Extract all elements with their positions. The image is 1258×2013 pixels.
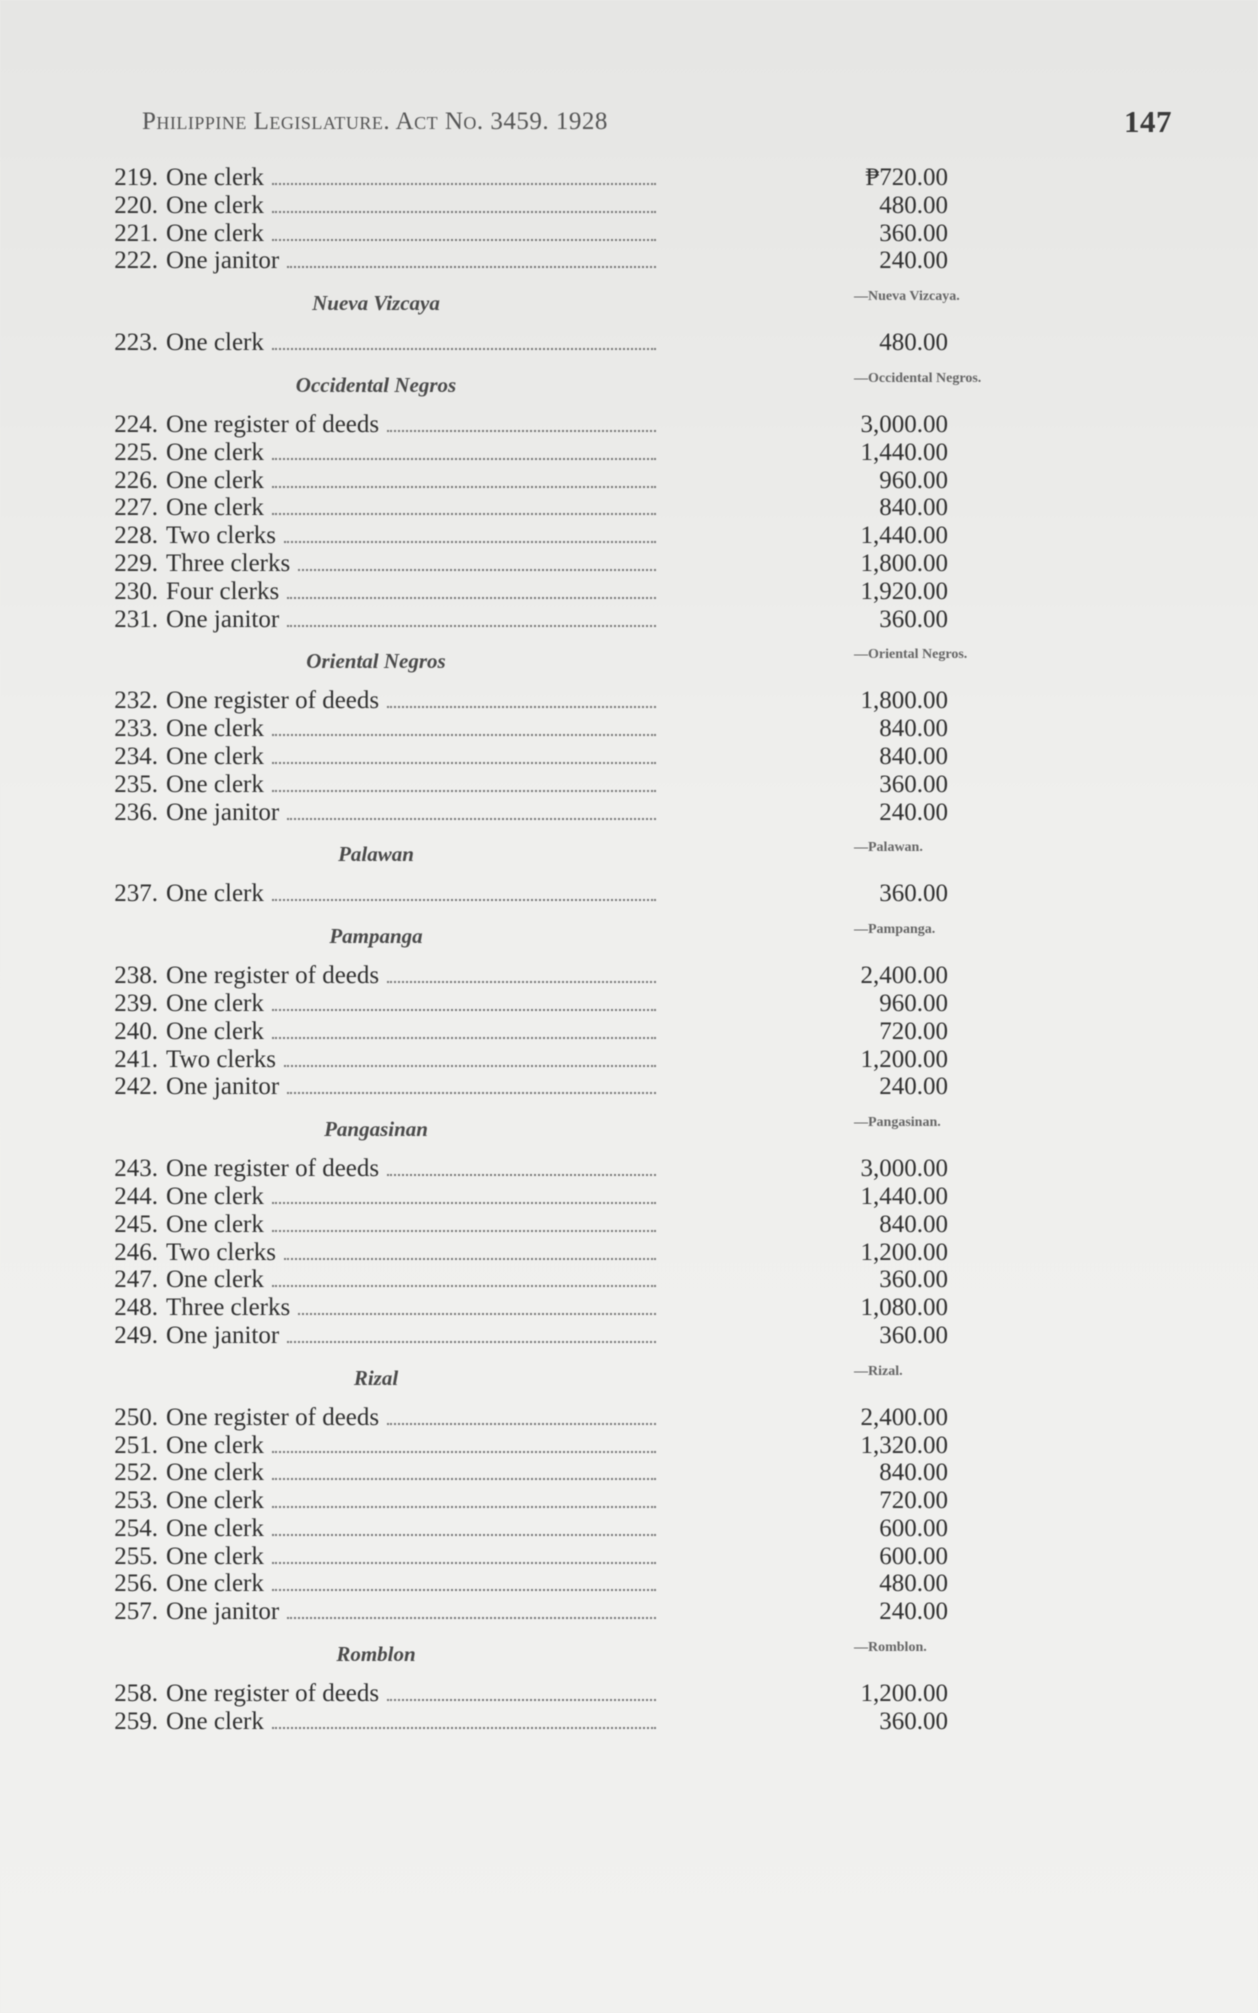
leader-dots <box>272 513 656 515</box>
item-number: 246. <box>114 1238 158 1266</box>
item-description: One clerk <box>166 770 264 798</box>
item-number: 221. <box>114 219 158 247</box>
page-number: 147 <box>1124 104 1172 139</box>
item-number: 245. <box>114 1210 158 1238</box>
leader-dots <box>287 625 656 627</box>
section-1 <box>96 289 1096 357</box>
item-number: 244. <box>114 1182 158 1210</box>
table-row <box>96 494 1096 522</box>
leader-dots <box>272 1230 656 1232</box>
table-row <box>96 1155 1096 1183</box>
table-row <box>96 1570 1096 1598</box>
item-number: 242. <box>114 1073 158 1101</box>
item-description: Two clerks <box>166 1238 277 1266</box>
item-amount: 480.00 <box>879 1570 948 1598</box>
item-amount: 240.00 <box>879 1598 948 1626</box>
item-description: One clerk <box>166 438 264 466</box>
item-amount: 360.00 <box>879 1266 948 1294</box>
section-4 <box>96 840 1096 908</box>
item-description: Three clerks <box>166 549 291 577</box>
item-amount: 360.00 <box>879 219 948 247</box>
leader-dots <box>272 239 656 241</box>
item-number: 253. <box>114 1487 158 1515</box>
table-row <box>96 1322 1096 1350</box>
item-description: One clerk <box>166 466 264 494</box>
table-row <box>96 1266 1096 1294</box>
leader-dots <box>287 597 656 599</box>
item-number: 247. <box>114 1266 158 1294</box>
section-heading <box>96 1115 1096 1143</box>
item-description: One janitor <box>166 1073 280 1101</box>
item-amount: 840.00 <box>879 494 948 522</box>
item-number: 258. <box>114 1680 158 1708</box>
section-heading <box>96 922 1096 950</box>
section-title: Nueva Vizcaya <box>312 291 440 316</box>
item-amount: 1,440.00 <box>860 1182 948 1210</box>
item-description: One clerk <box>166 880 264 908</box>
item-number: 248. <box>114 1294 158 1322</box>
item-amount: 1,800.00 <box>860 687 948 715</box>
section-5 <box>96 922 1096 1101</box>
item-description: One register of deeds <box>166 410 380 438</box>
item-number: 234. <box>114 742 158 770</box>
item-number: 224. <box>114 410 158 438</box>
item-description: One clerk <box>166 1182 264 1210</box>
item-number: 220. <box>114 191 158 219</box>
leader-dots <box>272 1037 656 1039</box>
margin-note: —Romblon. <box>854 1640 927 1656</box>
item-description: One clerk <box>166 989 264 1017</box>
table-row <box>96 1708 1096 1736</box>
leader-dots <box>272 1562 656 1564</box>
table-row <box>96 220 1096 248</box>
section-title: Rizal <box>353 1365 399 1390</box>
table-row <box>96 743 1096 771</box>
leader-dots <box>287 266 656 268</box>
item-description: Four clerks <box>166 577 280 605</box>
item-amount: 360.00 <box>879 1321 948 1349</box>
item-amount: 840.00 <box>879 1210 948 1238</box>
item-description: One janitor <box>166 247 280 275</box>
table-row <box>96 1404 1096 1432</box>
item-amount: 720.00 <box>879 1487 948 1515</box>
leader-dots <box>272 1285 656 1287</box>
margin-note: —Rizal. <box>854 1363 903 1379</box>
item-amount: 1,800.00 <box>860 549 948 577</box>
leader-dots <box>272 899 656 901</box>
item-number: 251. <box>114 1431 158 1459</box>
table-row <box>96 962 1096 990</box>
table-row <box>96 164 1096 192</box>
table-row <box>96 715 1096 743</box>
item-amount: 1,920.00 <box>860 577 948 605</box>
leader-dots <box>272 486 656 488</box>
item-amount: 360.00 <box>879 605 948 633</box>
section-title: Occidental Negros <box>295 372 457 397</box>
item-number: 233. <box>114 715 158 743</box>
leader-dots <box>272 762 656 764</box>
item-description: One clerk <box>166 329 264 357</box>
table-row <box>96 880 1096 908</box>
item-amount: 2,400.00 <box>860 1403 948 1431</box>
item-number: 241. <box>114 1045 158 1073</box>
item-amount: 840.00 <box>879 715 948 743</box>
running-title: Philippine Legislature. Act No. 3459. 1928 <box>142 108 608 135</box>
item-amount: 1,200.00 <box>860 1238 948 1266</box>
item-number: 259. <box>114 1707 158 1735</box>
table-row <box>96 411 1096 439</box>
item-amount: 1,200.00 <box>860 1045 948 1073</box>
item-description: One register of deeds <box>166 1680 380 1708</box>
leader-dots <box>287 818 656 820</box>
table-row <box>96 771 1096 799</box>
table-row <box>96 1073 1096 1101</box>
item-amount: ₱720.00 <box>865 164 948 191</box>
table-row <box>96 1294 1096 1322</box>
section-heading <box>96 647 1096 675</box>
table-row <box>96 1515 1096 1543</box>
table-row <box>96 799 1096 827</box>
item-number: 237. <box>114 880 158 908</box>
item-number: 250. <box>114 1403 158 1431</box>
item-description: One clerk <box>166 715 264 743</box>
item-amount: 240.00 <box>879 1073 948 1101</box>
leader-dots <box>272 1506 656 1508</box>
section-8 <box>96 1640 1096 1736</box>
item-amount: 960.00 <box>879 989 948 1017</box>
table-row <box>96 1211 1096 1239</box>
item-number: 236. <box>114 798 158 826</box>
item-number: 227. <box>114 494 158 522</box>
item-amount: 840.00 <box>879 742 948 770</box>
table-row <box>96 247 1096 275</box>
item-description: One clerk <box>166 1459 264 1487</box>
leader-dots <box>387 981 656 983</box>
item-description: One register of deeds <box>166 1403 380 1431</box>
item-description: One janitor <box>166 605 280 633</box>
leader-dots <box>272 458 656 460</box>
leader-dots <box>272 1451 656 1453</box>
item-amount: 3,000.00 <box>860 1155 948 1183</box>
leader-dots <box>272 1202 656 1204</box>
item-description: One janitor <box>166 1321 280 1349</box>
leader-dots <box>287 1341 656 1343</box>
item-description: Two clerks <box>166 522 277 550</box>
item-number: 243. <box>114 1155 158 1183</box>
section-heading <box>96 371 1096 399</box>
item-amount: 720.00 <box>879 1017 948 1045</box>
item-description: One clerk <box>166 164 264 191</box>
leader-dots <box>287 1617 656 1619</box>
item-number: 238. <box>114 962 158 990</box>
item-description: One clerk <box>166 1210 264 1238</box>
item-description: One clerk <box>166 191 264 219</box>
item-number: 225. <box>114 438 158 466</box>
item-number: 226. <box>114 466 158 494</box>
table-row <box>96 990 1096 1018</box>
section-heading <box>96 289 1096 317</box>
item-amount: 840.00 <box>879 1459 948 1487</box>
leader-dots <box>272 211 656 213</box>
item-amount: 2,400.00 <box>860 962 948 990</box>
margin-note: —Occidental Negros. <box>854 370 982 386</box>
page-header <box>142 104 1172 144</box>
item-description: One janitor <box>166 798 280 826</box>
leader-dots <box>284 1258 656 1260</box>
item-description: One clerk <box>166 1514 264 1542</box>
margin-note: —Oriental Negros. <box>854 647 968 663</box>
section-title: Oriental Negros <box>306 649 446 674</box>
section-6 <box>96 1115 1096 1350</box>
leader-dots <box>272 734 656 736</box>
table-row <box>96 1459 1096 1487</box>
item-amount: 1,320.00 <box>860 1431 948 1459</box>
section-title: Pampanga <box>329 924 423 949</box>
item-number: 235. <box>114 770 158 798</box>
table-row <box>96 1432 1096 1460</box>
item-number: 257. <box>114 1598 158 1626</box>
item-number: 249. <box>114 1321 158 1349</box>
table-row <box>96 1046 1096 1074</box>
item-number: 239. <box>114 989 158 1017</box>
item-amount: 1,440.00 <box>860 438 948 466</box>
item-amount: 480.00 <box>879 329 948 357</box>
item-description: One clerk <box>166 1707 264 1735</box>
leader-dots <box>387 706 656 708</box>
margin-note: —Nueva Vizcaya. <box>854 289 960 305</box>
leader-dots <box>272 1478 656 1480</box>
item-amount: 600.00 <box>879 1514 948 1542</box>
table-row <box>96 1680 1096 1708</box>
appropriation-list <box>96 164 1096 1736</box>
section-0 <box>96 164 1096 275</box>
item-description: One register of deeds <box>166 1155 380 1183</box>
item-amount: 480.00 <box>879 191 948 219</box>
leader-dots <box>387 1423 656 1425</box>
item-number: 231. <box>114 605 158 633</box>
table-row <box>96 1018 1096 1046</box>
leader-dots <box>272 790 656 792</box>
item-number: 254. <box>114 1514 158 1542</box>
leader-dots <box>298 1313 656 1315</box>
section-2 <box>96 371 1096 633</box>
table-row <box>96 329 1096 357</box>
leader-dots <box>272 1589 656 1591</box>
item-amount: 360.00 <box>879 770 948 798</box>
leader-dots <box>272 1534 656 1536</box>
item-description: One clerk <box>166 742 264 770</box>
item-description: One clerk <box>166 1570 264 1598</box>
item-description: One register of deeds <box>166 962 380 990</box>
item-number: 240. <box>114 1017 158 1045</box>
table-row <box>96 1487 1096 1515</box>
table-row <box>96 550 1096 578</box>
item-description: One clerk <box>166 1431 264 1459</box>
section-3 <box>96 647 1096 826</box>
table-row <box>96 522 1096 550</box>
item-number: 255. <box>114 1542 158 1570</box>
item-description: One clerk <box>166 1266 264 1294</box>
table-row <box>96 578 1096 606</box>
item-amount: 600.00 <box>879 1542 948 1570</box>
item-number: 222. <box>114 247 158 275</box>
item-description: One clerk <box>166 1542 264 1570</box>
item-number: 229. <box>114 549 158 577</box>
leader-dots <box>284 1065 656 1067</box>
margin-note: —Pangasinan. <box>854 1115 941 1131</box>
item-number: 252. <box>114 1459 158 1487</box>
item-amount: 1,080.00 <box>860 1294 948 1322</box>
item-number: 230. <box>114 577 158 605</box>
item-amount: 360.00 <box>879 880 948 908</box>
leader-dots <box>387 1699 656 1701</box>
table-row <box>96 467 1096 495</box>
section-heading <box>96 840 1096 868</box>
item-number: 256. <box>114 1570 158 1598</box>
table-row <box>96 1598 1096 1626</box>
leader-dots <box>287 1092 656 1094</box>
item-description: One janitor <box>166 1598 280 1626</box>
section-title: Pangasinan <box>324 1117 428 1142</box>
table-row <box>96 439 1096 467</box>
leader-dots <box>272 183 656 185</box>
section-heading <box>96 1640 1096 1668</box>
item-amount: 360.00 <box>879 1707 948 1735</box>
leader-dots <box>272 1727 656 1729</box>
table-row <box>96 1183 1096 1211</box>
item-description: One clerk <box>166 219 264 247</box>
leader-dots <box>272 1009 656 1011</box>
leader-dots <box>284 541 656 543</box>
leader-dots <box>387 430 656 432</box>
table-row <box>96 1239 1096 1267</box>
item-amount: 240.00 <box>879 798 948 826</box>
section-title: Palawan <box>338 842 414 867</box>
leader-dots <box>387 1174 656 1176</box>
item-amount: 3,000.00 <box>860 410 948 438</box>
item-number: 219. <box>114 164 158 191</box>
item-description: Two clerks <box>166 1045 277 1073</box>
item-amount: 960.00 <box>879 466 948 494</box>
item-number: 232. <box>114 687 158 715</box>
section-title: Romblon <box>336 1642 416 1667</box>
margin-note: —Pampanga. <box>854 922 936 938</box>
item-amount: 1,200.00 <box>860 1680 948 1708</box>
section-7 <box>96 1364 1096 1626</box>
margin-note: —Palawan. <box>854 840 923 856</box>
item-amount: 1,440.00 <box>860 522 948 550</box>
table-row <box>96 1543 1096 1571</box>
leader-dots <box>298 569 656 571</box>
table-row <box>96 192 1096 220</box>
table-row <box>96 687 1096 715</box>
item-description: One clerk <box>166 494 264 522</box>
item-description: One clerk <box>166 1017 264 1045</box>
item-amount: 240.00 <box>879 247 948 275</box>
item-number: 223. <box>114 329 158 357</box>
item-description: One clerk <box>166 1487 264 1515</box>
item-description: Three clerks <box>166 1294 291 1322</box>
leader-dots <box>272 348 656 350</box>
table-row <box>96 606 1096 634</box>
item-description: One register of deeds <box>166 687 380 715</box>
item-number: 228. <box>114 522 158 550</box>
section-heading <box>96 1364 1096 1392</box>
